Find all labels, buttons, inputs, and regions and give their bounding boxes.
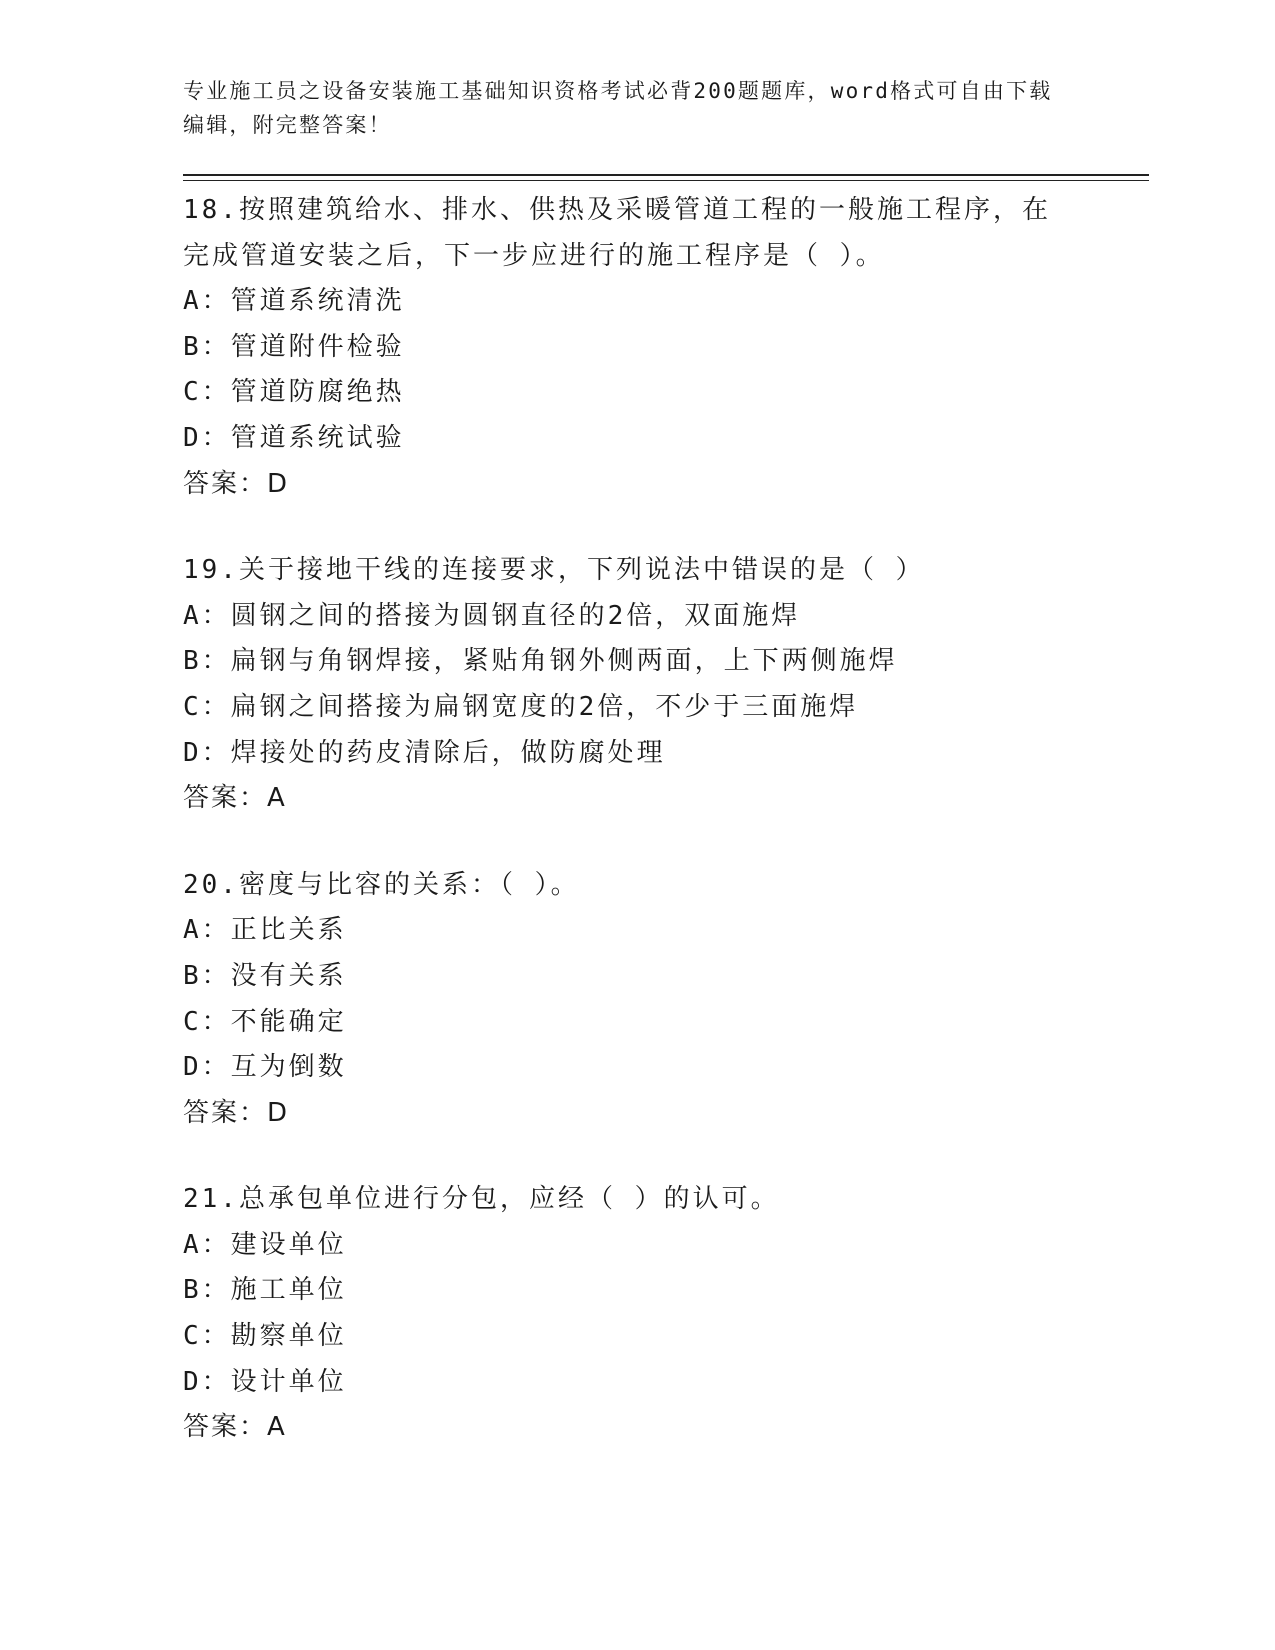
option-a: A：正比关系 [183, 915, 347, 946]
question-list [183, 188, 1083, 1492]
option-a: A：建设单位 [183, 1229, 347, 1260]
option-b: B：没有关系 [183, 960, 347, 991]
document-header: 专业施工员之设备安装施工基础知识资格考试必背200题题库，word格式可自由下载编辑，附完整答案！ [183, 79, 1053, 137]
option-b: B：扁钢与角钢焊接，紧贴角钢外侧两面，上下两侧施焊 [183, 646, 898, 677]
question-21 [183, 1177, 1083, 1451]
question-20 [183, 863, 1083, 1137]
option-c: C：勘察单位 [183, 1321, 347, 1352]
question-text: 20.密度与比容的关系：（ ）。 [183, 869, 580, 900]
question-text: 18.按照建筑给水、排水、供热及采暖管道工程的一般施工程序，在完成管道安装之后，下一步应进行的施工程序是（ ）。 [183, 195, 1051, 271]
option-d: D：管道系统试验 [183, 422, 405, 453]
option-c: C：管道防腐绝热 [183, 377, 405, 408]
header-divider-thin [183, 180, 1149, 181]
question-18 [183, 188, 1083, 507]
option-c: C：扁钢之间搭接为扁钢宽度的2倍，不少于三面施焊 [183, 691, 859, 722]
answer: 答案：A [183, 783, 287, 814]
option-c: C：不能确定 [183, 1006, 347, 1037]
option-d: D：焊接处的药皮清除后，做防腐处理 [183, 737, 666, 768]
option-d: D：设计单位 [183, 1366, 347, 1397]
option-b: B：施工单位 [183, 1275, 347, 1306]
question-text: 21.总承包单位进行分包，应经（ ）的认可。 [183, 1184, 780, 1215]
option-d: D：互为倒数 [183, 1052, 347, 1083]
answer: 答案：A [183, 1412, 287, 1443]
answer: 答案：D [183, 468, 290, 499]
answer: 答案：D [183, 1097, 290, 1128]
header-divider-thick [183, 174, 1149, 176]
option-a: A：管道系统清洗 [183, 286, 405, 317]
question-text: 19.关于接地干线的连接要求，下列说法中错误的是（ ） [183, 555, 925, 586]
question-19 [183, 548, 1083, 822]
option-b: B：管道附件检验 [183, 331, 405, 362]
option-a: A：圆钢之间的搭接为圆钢直径的2倍，双面施焊 [183, 600, 801, 631]
